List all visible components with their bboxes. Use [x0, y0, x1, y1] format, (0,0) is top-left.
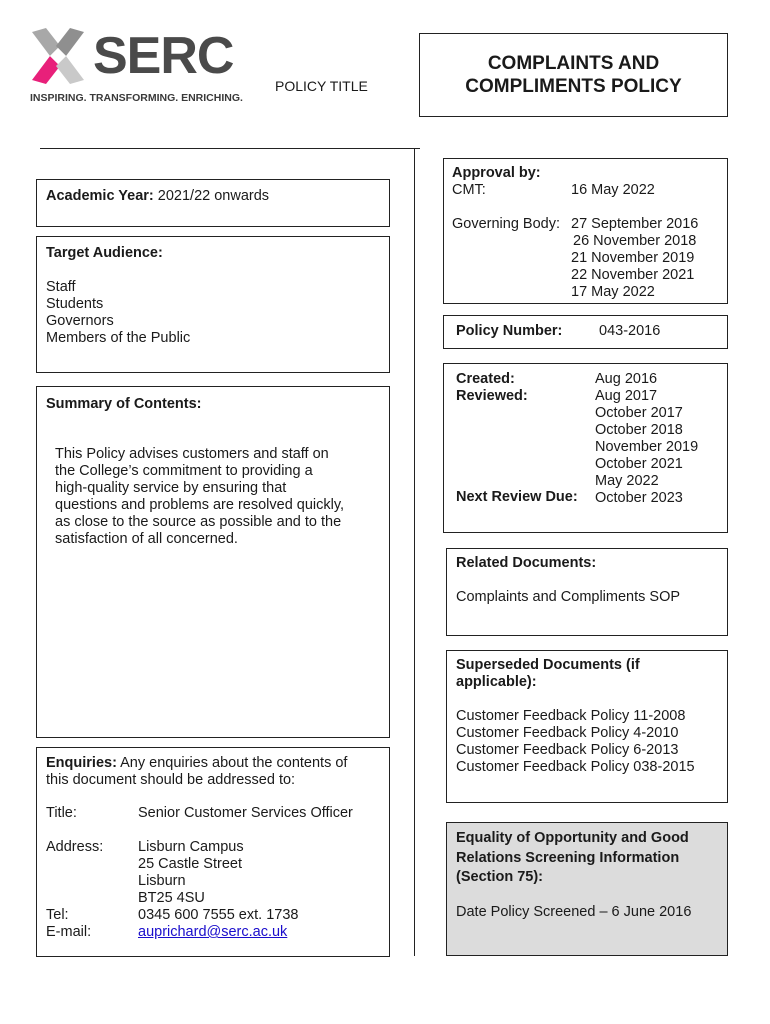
summary-line: high-quality service by ensuring that: [55, 480, 287, 496]
summary-line: questions and problems are resolved quickly,: [55, 497, 345, 513]
policy-title: COMPLAINTS AND COMPLIMENTS POLICY: [465, 53, 682, 97]
cmt-date: 16 May 2022: [571, 182, 655, 198]
academic-year-box: [36, 179, 390, 227]
approval-box: [443, 158, 728, 304]
contact-tel-value: 0345 600 7555 ext. 1738: [138, 907, 299, 923]
superseded-item: Customer Feedback Policy 11-2008: [456, 708, 686, 724]
address-line: 25 Castle Street: [138, 856, 242, 872]
target-audience-label: Target Audience:: [46, 245, 163, 261]
governing-body-date: 17 May 2022: [571, 284, 655, 300]
superseded-documents-box: [446, 650, 728, 803]
academic-year-label: Academic Year:: [46, 188, 154, 204]
logo-wordmark: SERC: [93, 27, 234, 85]
reviewed-date: Aug 2017: [595, 388, 658, 404]
cmt-label: CMT:: [452, 182, 486, 198]
equality-screened-date: Date Policy Screened – 6 June 2016: [456, 903, 692, 920]
contact-tel-label: Tel:: [46, 907, 69, 923]
academic-year-value: 2021/22 onwards: [157, 188, 270, 204]
address-line: Lisburn Campus: [138, 839, 244, 855]
superseded-label-2: applicable):: [456, 674, 537, 690]
logo-tagline: INSPIRING. TRANSFORMING. ENRICHING.: [30, 92, 243, 104]
reviewed-date: October 2017: [595, 405, 683, 421]
superseded-item: Customer Feedback Policy 4-2010: [456, 725, 679, 741]
summary-line: satisfaction of all concerned.: [55, 531, 238, 547]
related-document-item: Complaints and Compliments SOP: [456, 589, 681, 605]
governing-body-date: 26 November 2018: [573, 233, 697, 249]
equality-label: Equality of Opportunity and Good: [456, 830, 689, 846]
related-documents-label: Related Documents:: [456, 555, 597, 571]
reviewed-date: October 2021: [595, 456, 683, 472]
policy-title-label: POLICY TITLE: [275, 78, 368, 94]
approval-label: Approval by:: [452, 165, 541, 181]
dates-box: [443, 363, 728, 533]
contact-address-label: Address:: [46, 839, 104, 855]
audience-item: Members of the Public: [46, 330, 191, 346]
contact-email-label: E-mail:: [46, 924, 92, 940]
next-review-date: October 2023: [595, 490, 683, 506]
audience-item: Students: [46, 296, 104, 312]
enquiries-box: [36, 747, 390, 957]
next-review-label: Next Review Due:: [456, 489, 578, 505]
audience-item: Staff: [46, 279, 76, 295]
reviewed-date: May 2022: [595, 473, 659, 489]
summary-line: This Policy advises customers and staff on: [55, 446, 329, 462]
contact-email-link[interactable]: auprichard@serc.ac.uk: [138, 924, 288, 940]
reviewed-date: October 2018: [595, 422, 683, 438]
summary-label: Summary of Contents:: [46, 396, 202, 412]
governing-body-date: 27 September 2016: [571, 216, 699, 232]
enquiries-label: Enquiries:: [46, 755, 117, 771]
target-audience-box: [36, 236, 390, 373]
policy-number-value: 043-2016: [599, 323, 661, 339]
audience-item: Governors: [46, 313, 114, 329]
contact-title-value: Senior Customer Services Officer: [138, 805, 353, 821]
reviewed-label: Reviewed:: [456, 388, 528, 404]
superseded-item: Customer Feedback Policy 038-2015: [456, 759, 695, 775]
governing-body-label: Governing Body:: [452, 216, 561, 232]
divider-horizontal: [40, 148, 420, 149]
address-line: Lisburn: [138, 873, 186, 889]
equality-label: (Section 75):: [456, 869, 544, 885]
summary-line: as close to the source as possible and to the: [55, 514, 342, 530]
address-line: BT25 4SU: [138, 890, 205, 906]
superseded-label: Superseded Documents (if: [456, 657, 640, 673]
created-date: Aug 2016: [595, 371, 658, 387]
related-documents-box: [446, 548, 728, 636]
summary-line: the College’s commitment to providing a: [55, 463, 313, 479]
divider-vertical: [414, 148, 415, 956]
reviewed-date: November 2019: [595, 439, 699, 455]
governing-body-date: 22 November 2021: [571, 267, 695, 283]
summary-box: [36, 386, 390, 738]
superseded-item: Customer Feedback Policy 6-2013: [456, 742, 679, 758]
contact-title-label: Title:: [46, 805, 77, 821]
policy-title-box: [419, 33, 728, 117]
created-label: Created:: [456, 371, 515, 387]
serc-x-mark-icon: [28, 28, 88, 84]
serc-logo: [28, 26, 243, 106]
equality-screening-box: [446, 822, 728, 956]
enquiries-text-2: this document should be addressed to:: [46, 772, 296, 788]
enquiries-text: Any enquiries about the contents of: [120, 755, 348, 771]
equality-label: Relations Screening Information: [456, 849, 680, 866]
governing-body-date: 21 November 2019: [571, 250, 695, 266]
policy-number-box: [443, 315, 728, 349]
policy-number-label: Policy Number:: [456, 323, 563, 339]
